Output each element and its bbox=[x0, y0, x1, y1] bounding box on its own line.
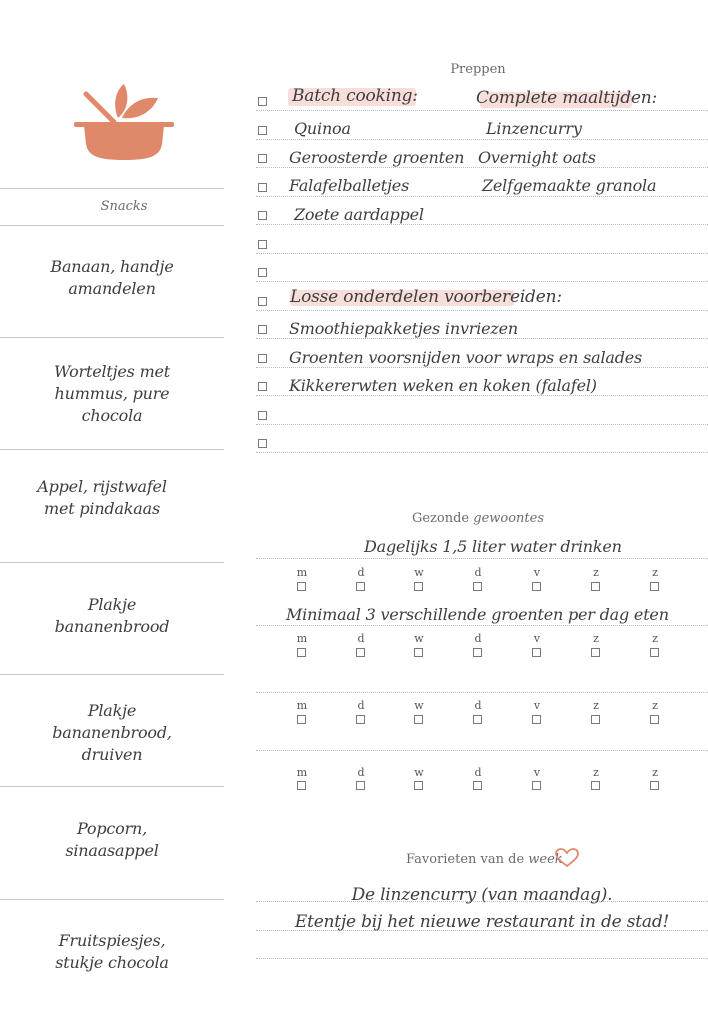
snack-item: Popcorn, sinaasappel bbox=[65, 819, 159, 860]
habit-day-checkbox[interactable] bbox=[473, 648, 482, 657]
snacks-title: Snacks bbox=[100, 199, 148, 214]
prep-checkbox[interactable] bbox=[258, 211, 267, 220]
habit-rule bbox=[256, 750, 708, 751]
complete-item: Zelfgemaakte granola bbox=[482, 176, 657, 195]
habit-day-checkbox[interactable] bbox=[297, 781, 306, 790]
batch-item: Falafelballetjes bbox=[289, 176, 410, 195]
habit-day-checkbox[interactable] bbox=[532, 648, 541, 657]
habit-day-checkbox[interactable] bbox=[297, 648, 306, 657]
snack-divider bbox=[0, 674, 224, 675]
losse-item: Groenten voorsnijden voor wraps en salades bbox=[289, 348, 643, 367]
favorieten-line: Etentje bij het nieuwe restaurant in de stad! bbox=[294, 912, 670, 932]
losse-onderdelen-title: Losse onderdelen voorbereiden: bbox=[290, 287, 562, 307]
habit-day-checkbox[interactable] bbox=[650, 781, 659, 790]
prep-rule bbox=[256, 452, 708, 453]
batch-item: Quinoa bbox=[294, 119, 351, 138]
habit-day-checkbox[interactable] bbox=[591, 781, 600, 790]
prep-rule bbox=[256, 110, 708, 111]
habit-day-checkbox[interactable] bbox=[356, 582, 365, 591]
favorieten-line: De linzencurry (van maandag). bbox=[351, 885, 613, 905]
snack-divider bbox=[0, 449, 224, 450]
habit-day-checkbox[interactable] bbox=[356, 648, 365, 657]
favorieten-rule bbox=[256, 958, 708, 959]
habit-day-checkbox[interactable] bbox=[414, 582, 423, 591]
habit-day-checkbox[interactable] bbox=[650, 582, 659, 591]
snack-divider bbox=[0, 899, 224, 900]
prep-rule bbox=[256, 224, 708, 225]
habit-day-checkbox[interactable] bbox=[532, 781, 541, 790]
habit-day-checkbox[interactable] bbox=[532, 715, 541, 724]
snack-item: Appel, rijstwafel met pindakaas bbox=[37, 477, 167, 518]
prep-checkbox[interactable] bbox=[258, 411, 267, 420]
habit-day-checkbox[interactable] bbox=[591, 648, 600, 657]
prep-checkbox[interactable] bbox=[258, 268, 267, 277]
snack-divider bbox=[0, 337, 224, 338]
gewoontes-title: Gezonde gewoontes bbox=[411, 511, 545, 526]
habit-day-checkbox[interactable] bbox=[650, 715, 659, 724]
habit-day-checkbox[interactable] bbox=[532, 582, 541, 591]
prep-checkbox[interactable] bbox=[258, 240, 267, 249]
snacks-top-divider bbox=[0, 188, 224, 189]
habit-day-checkbox[interactable] bbox=[356, 715, 365, 724]
habit-day-checkbox[interactable] bbox=[473, 582, 482, 591]
habit-day-checkbox[interactable] bbox=[473, 715, 482, 724]
habit-day-checkbox[interactable] bbox=[356, 781, 365, 790]
prep-checkbox[interactable] bbox=[258, 325, 267, 334]
snack-item: Plakje bananenbrood bbox=[54, 595, 170, 636]
habit-day-checkbox[interactable] bbox=[650, 648, 659, 657]
snack-item: Worteltjes met hummus, pure chocola bbox=[53, 362, 171, 425]
prep-checkbox[interactable] bbox=[258, 183, 267, 192]
prep-rule bbox=[256, 367, 708, 368]
complete-item: Overnight oats bbox=[478, 148, 596, 167]
snack-item: Banaan, handje amandelen bbox=[50, 257, 174, 298]
habit-day-checkbox[interactable] bbox=[414, 781, 423, 790]
habit-text: Minimaal 3 verschillende groenten per dag eten bbox=[286, 605, 669, 624]
snack-item: Fruitspiesjes, stukje chocola bbox=[55, 931, 169, 972]
losse-item: Kikkererwten weken en koken (falafel) bbox=[289, 376, 597, 395]
losse-item: Smoothiepakketjes invriezen bbox=[289, 319, 519, 338]
heart-icon bbox=[555, 848, 579, 868]
habit-text: Dagelijks 1,5 liter water drinken bbox=[364, 537, 622, 556]
prep-checkbox[interactable] bbox=[258, 354, 267, 363]
habit-day-checkbox[interactable] bbox=[297, 582, 306, 591]
prep-rule bbox=[256, 281, 708, 282]
complete-meals-title: Complete maaltijden: bbox=[476, 88, 658, 108]
prep-rule bbox=[256, 196, 708, 197]
habit-day-checkbox[interactable] bbox=[591, 715, 600, 724]
prep-rule bbox=[256, 167, 708, 168]
batch-cooking-title: Batch cooking: bbox=[292, 86, 418, 106]
habit-rule bbox=[256, 558, 708, 559]
habit-day-checkbox[interactable] bbox=[414, 715, 423, 724]
preppen-title: Preppen bbox=[450, 62, 506, 77]
prep-checkbox[interactable] bbox=[258, 439, 267, 448]
prep-rule bbox=[256, 338, 708, 339]
cooking-pot-leaves-icon bbox=[72, 82, 176, 162]
batch-item: Zoete aardappel bbox=[294, 205, 424, 224]
snack-divider bbox=[0, 562, 224, 563]
prep-checkbox[interactable] bbox=[258, 154, 267, 163]
prep-rule bbox=[256, 310, 708, 311]
logo bbox=[72, 82, 176, 162]
batch-item: Geroosterde groenten bbox=[289, 148, 465, 167]
prep-checkbox[interactable] bbox=[258, 297, 267, 306]
favorieten-title: Favorieten van de week bbox=[406, 852, 563, 867]
prep-rule bbox=[256, 253, 708, 254]
habit-day-checkbox[interactable] bbox=[297, 715, 306, 724]
habit-day-checkbox[interactable] bbox=[473, 781, 482, 790]
snacks-header-divider bbox=[0, 225, 224, 226]
snack-divider bbox=[0, 786, 224, 787]
prep-rule bbox=[256, 139, 708, 140]
prep-rule bbox=[256, 395, 708, 396]
prep-rule bbox=[256, 424, 708, 425]
prep-checkbox[interactable] bbox=[258, 382, 267, 391]
prep-checkbox[interactable] bbox=[258, 97, 267, 106]
prep-checkbox[interactable] bbox=[258, 126, 267, 135]
habit-day-checkbox[interactable] bbox=[414, 648, 423, 657]
complete-item: Linzencurry bbox=[486, 119, 582, 138]
snack-item: Plakje bananenbrood, druiven bbox=[52, 701, 172, 764]
habit-rule bbox=[256, 625, 708, 626]
habit-day-checkbox[interactable] bbox=[591, 582, 600, 591]
habit-rule bbox=[256, 692, 708, 693]
